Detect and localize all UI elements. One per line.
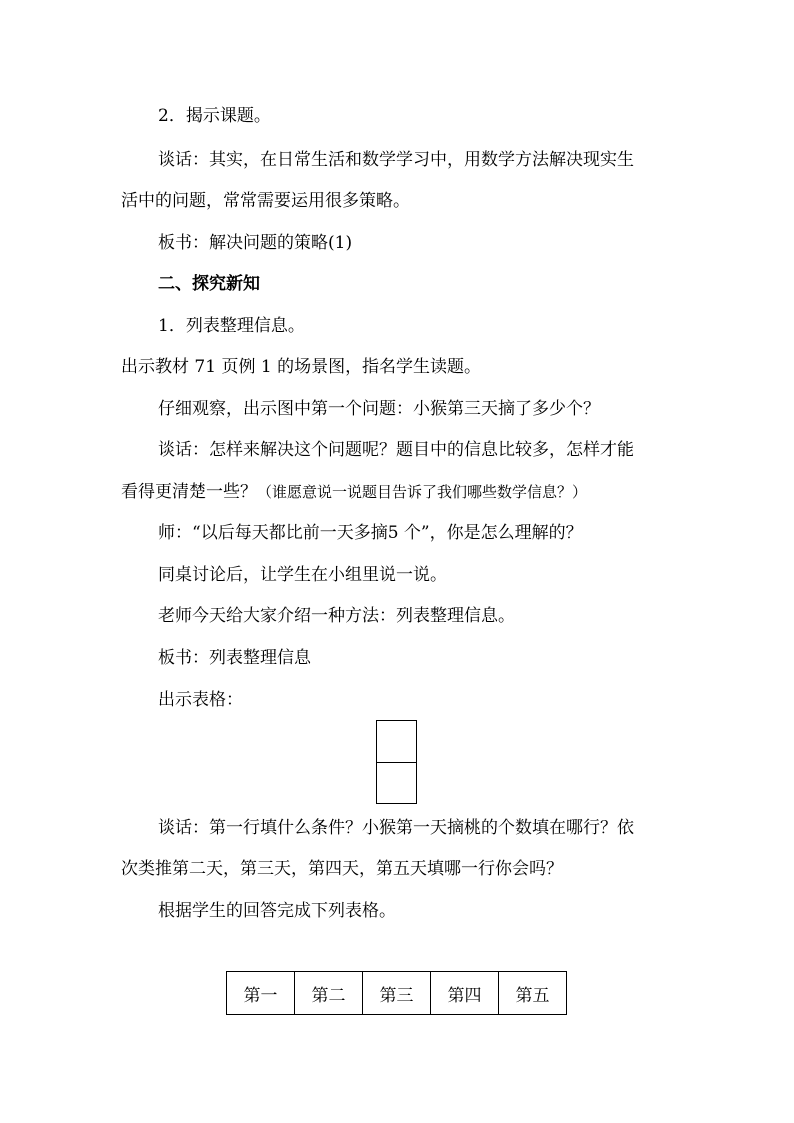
paragraph-talk-3-line-1: 谈话：第一行填什么条件？小猴第一天摘桃的个数填在哪行？依 bbox=[158, 818, 634, 838]
table-cell-day-3: 第三 bbox=[363, 972, 431, 1015]
day-table bbox=[226, 971, 567, 1015]
paragraph-talk-1-line-1: 谈话：其实，在日常生活和数学学习中，用数学方法解决现实生 bbox=[158, 150, 634, 170]
paragraph-board-1: 板书：解决问题的策略(1) bbox=[158, 233, 353, 253]
paragraph-talk-1-line-2: 活中的问题，常常需要运用很多策略。 bbox=[121, 191, 410, 211]
paragraph-complete-table: 根据学生的回答完成下列表格。 bbox=[158, 901, 396, 921]
empty-two-row-table bbox=[376, 720, 417, 804]
table-row bbox=[227, 972, 567, 1015]
paragraph-board-2: 板书：列表整理信息 bbox=[158, 648, 311, 668]
paragraph-method: 老师今天给大家介绍一种方法：列表整理信息。 bbox=[158, 606, 515, 626]
paragraph-show-textbook: 出示教材 71 页例 1 的场景图，指名学生读题。 bbox=[121, 357, 482, 377]
table-cell-day-5: 第五 bbox=[499, 972, 567, 1015]
talk-2-main-text: 看得更清楚一些？ bbox=[121, 482, 257, 502]
paragraph-talk-2-line-1: 谈话：怎样来解决这个问题呢？题目中的信息比较多，怎样才能 bbox=[158, 440, 634, 460]
section-heading: 二、探究新知 bbox=[158, 274, 260, 294]
paragraph-teacher: 师：“以后每天都比前一天多摘5 个”，你是怎么理解的？ bbox=[158, 523, 583, 543]
paragraph-reveal-topic: 2．揭示课题。 bbox=[158, 106, 271, 126]
talk-2-parenthetical: （谁愿意说一说题目告诉了我们哪些数学信息？） bbox=[257, 483, 588, 501]
table-row-divider bbox=[377, 762, 416, 763]
table-cell-day-2: 第二 bbox=[295, 972, 363, 1015]
table-cell-day-1: 第一 bbox=[227, 972, 295, 1015]
paragraph-talk-2-line-2 bbox=[121, 480, 587, 504]
paragraph-talk-3-line-2: 次类推第二天，第三天，第四天，第五天填哪一行你会吗？ bbox=[121, 859, 563, 879]
table-cell-day-4: 第四 bbox=[431, 972, 499, 1015]
paragraph-discuss: 同桌讨论后，让学生在小组里说一说。 bbox=[158, 565, 447, 585]
paragraph-list-info: 1．列表整理信息。 bbox=[158, 316, 305, 336]
paragraph-observe: 仔细观察，出示图中第一个问题：小猴第三天摘了多少个？ bbox=[158, 399, 600, 419]
paragraph-show-table: 出示表格： bbox=[158, 690, 243, 710]
